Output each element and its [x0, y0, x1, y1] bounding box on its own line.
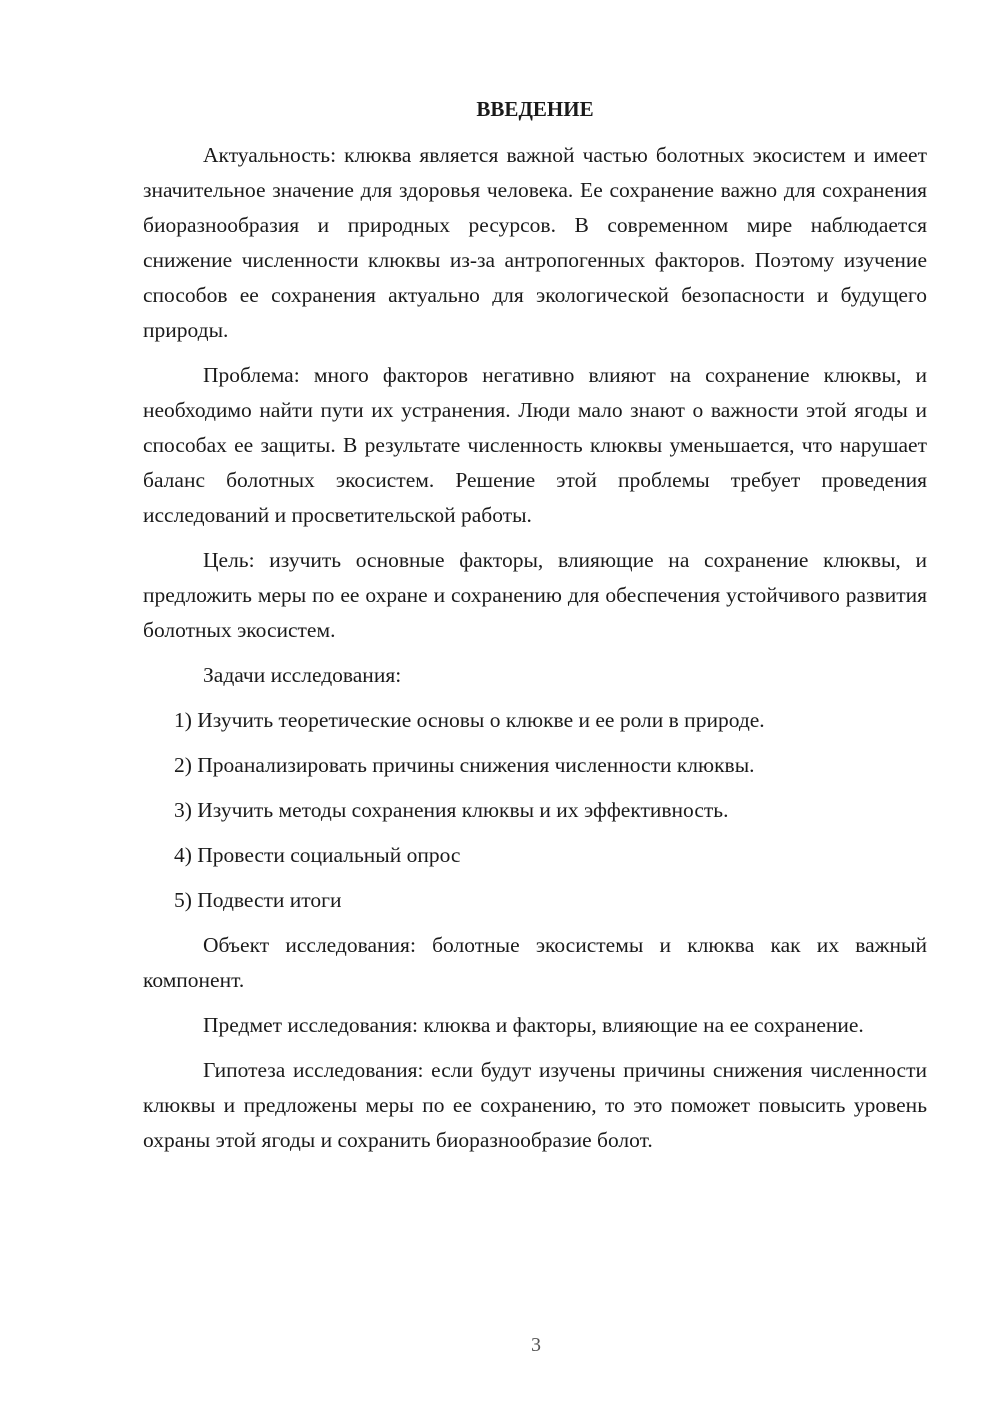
task-item-4: 4) Провести социальный опрос	[174, 843, 461, 867]
task-item-2: 2) Проанализировать причины снижения численности клюквы.	[174, 753, 755, 777]
page-title: ВВЕДЕНИЕ	[476, 97, 594, 121]
paragraph-object: Объект исследования: болотные экосистемы и клюква как их важный компонент.	[143, 933, 927, 992]
page-number: 3	[531, 1334, 541, 1356]
paragraph-subject: Предмет исследования: клюква и факторы, влияющие на ее сохранение.	[203, 1013, 864, 1037]
task-item-1: 1) Изучить теоретические основы о клюкве и ее роли в природе.	[174, 708, 765, 732]
task-item-5: 5) Подвести итоги	[174, 888, 342, 912]
task-item-3: 3) Изучить методы сохранения клюквы и их эффективность.	[174, 798, 729, 822]
paragraph-problem: Проблема: много факторов негативно влияют на сохранение клюквы, и необходимо найти пути их устранения. Люди мало знают о важности этой ягоды и способах ее защиты. В результате численность клюквы уменьшается, что нарушает баланс болотных экосистем. Решение этой проблемы требует проведения исследований и просветительской работы.	[143, 363, 927, 527]
paragraph-relevance: Актуальность: клюква является важной частью болотных экосистем и имеет значительное значение для здоровья человека. Ее сохранение важно для сохранения биоразнообразия и природных ресурсов. В современном мире наблюдается снижение численности клюквы из-за антропогенных факторов. Поэтому изучение способов ее сохранения актуально для экологической безопасности и будущего природы.	[143, 143, 927, 342]
page-body	[143, 92, 927, 1168]
paragraph-hypothesis: Гипотеза исследования: если будут изучены причины снижения численности клюквы и предложены меры по ее сохранению, то это поможет повысить уровень охраны этой ягоды и сохранить биоразнообразие болот.	[143, 1058, 927, 1152]
paragraph-goal: Цель: изучить основные факторы, влияющие на сохранение клюквы, и предложить меры по ее охране и сохранению для обеспечения устойчивого развития болотных экосистем.	[143, 548, 927, 642]
paragraph-tasks-heading: Задачи исследования:	[203, 663, 402, 687]
